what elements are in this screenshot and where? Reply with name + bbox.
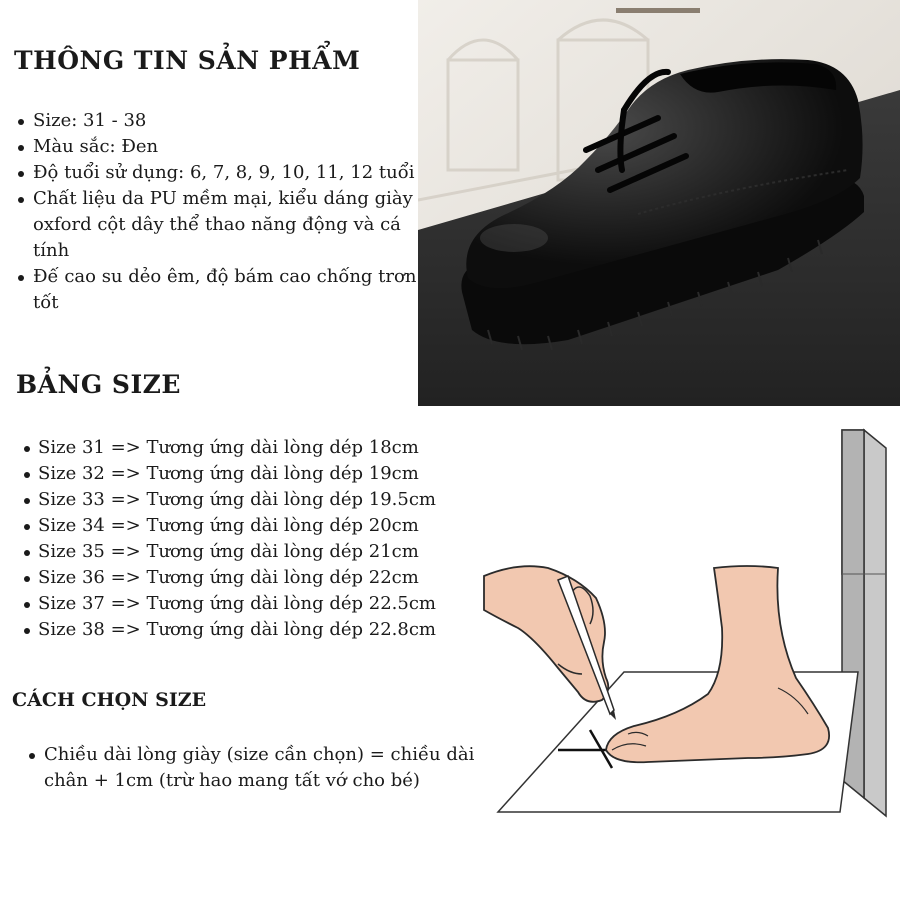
- foot-measure-illustration: [478, 428, 900, 820]
- list-item: Size 33 => Tương ứng dài lòng dép 19.5cm: [38, 487, 478, 513]
- product-photo: [418, 0, 900, 406]
- list-item: Màu sắc: Đen: [33, 134, 423, 160]
- list-item: Size 38 => Tương ứng dài lòng dép 22.8cm: [38, 617, 478, 643]
- size-chart-title: BẢNG SIZE: [16, 370, 181, 399]
- size-chart-list: [38, 435, 478, 643]
- list-item: Size 37 => Tương ứng dài lòng dép 22.5cm: [38, 591, 478, 617]
- list-item: Độ tuổi sử dụng: 6, 7, 8, 9, 10, 11, 12 tuổi: [33, 160, 423, 186]
- list-item: Size 32 => Tương ứng dài lòng dép 19cm: [38, 461, 478, 487]
- list-item: Size 34 => Tương ứng dài lòng dép 20cm: [38, 513, 478, 539]
- list-item: Size 31 => Tương ứng dài lòng dép 18cm: [38, 435, 478, 461]
- list-item: Chiều dài lòng giày (size cần chọn) = chiều dài chân + 1cm (trừ hao mang tất vớ cho bé): [44, 742, 514, 794]
- list-item: Size 35 => Tương ứng dài lòng dép 21cm: [38, 539, 478, 565]
- how-to-choose-title: CÁCH CHỌN SIZE: [12, 689, 207, 711]
- foot-measure-image: [478, 428, 900, 820]
- list-item: Đế cao su dẻo êm, độ bám cao chống trơn tốt: [33, 264, 423, 316]
- list-item: Size 36 => Tương ứng dài lòng dép 22cm: [38, 565, 478, 591]
- list-item: Chất liệu da PU mềm mại, kiểu dáng giày oxford cột dây thể thao năng động và cá tính: [33, 186, 423, 264]
- shoe-image: [418, 0, 900, 406]
- how-to-choose-list: [44, 742, 514, 794]
- list-item: Size: 31 - 38: [33, 108, 423, 134]
- product-info-title: THÔNG TIN SẢN PHẨM: [14, 46, 361, 75]
- product-info-list: [33, 108, 423, 316]
